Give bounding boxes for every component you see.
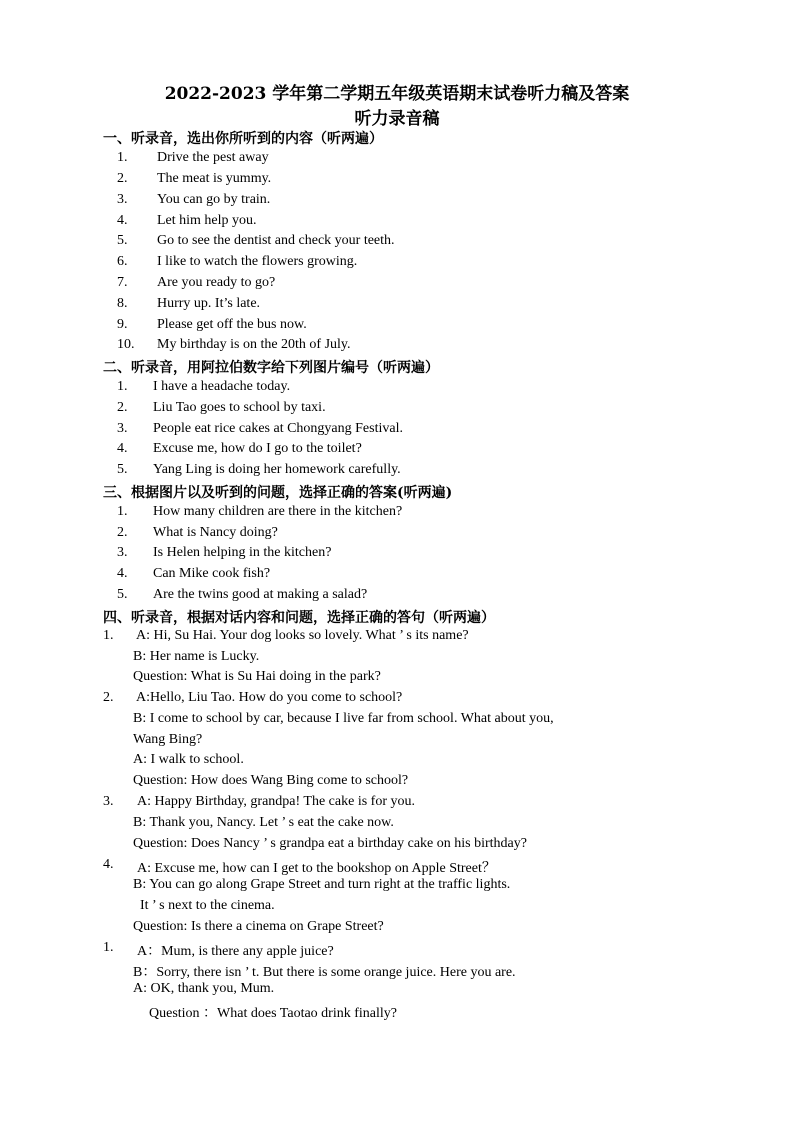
item-number: 2.: [117, 525, 128, 540]
item-text: Let him help you.: [157, 213, 257, 228]
item-number: 8.: [117, 296, 128, 311]
item-number: 2.: [117, 171, 128, 186]
document-title: 2022-2023 学年第二学期五年级英语期末试卷听力稿及答案: [164, 84, 630, 104]
item-number: 9.: [117, 317, 128, 332]
item-text: My birthday is on the 20th of July.: [157, 337, 351, 352]
dialog-number: 4.: [103, 857, 114, 872]
question-line: Question ：What does Taotao drink finally?: [149, 1006, 397, 1021]
item-number: 1.: [117, 150, 128, 165]
item-text: Hurry up. It’s late.: [157, 296, 261, 311]
dialog-line: B: I come to school by car, because I live far from school. What about you,: [133, 711, 554, 726]
dialog-line: A：Mum, is there any apple juice?: [137, 944, 334, 959]
dialog-number: 2.: [103, 690, 114, 705]
item-text: Are you ready to go?: [157, 275, 276, 290]
dialog-line: A: Hi, Su Hai. Your dog looks so lovely. What ’ s its name?: [136, 628, 469, 643]
item-text: Yang Ling is doing her homework carefully.: [153, 462, 401, 477]
item-number: 3.: [117, 421, 128, 436]
item-number: 3.: [117, 192, 128, 207]
dialog-line: A: I walk to school.: [133, 752, 244, 767]
dialog-line: A: Happy Birthday, grandpa! The cake is for you.: [137, 794, 415, 809]
item-number: 1.: [117, 504, 128, 519]
item-number: 5.: [117, 587, 128, 602]
item-text: Excuse me, how do I go to the toilet?: [153, 441, 362, 456]
dialog-number: 3.: [103, 794, 114, 809]
item-text: The meat is yummy.: [157, 171, 272, 186]
dialog-number: 1.: [103, 628, 114, 643]
item-number: 7.: [117, 275, 128, 290]
section1-heading: 一、听录音，选出你所听到的内容（听两遍）: [103, 131, 383, 147]
item-number: 2.: [117, 400, 128, 415]
section3-heading: 三、根据图片以及听到的问题，选择正确的答案(听两遍): [103, 485, 453, 501]
item-number: 10.: [117, 337, 135, 352]
section4-heading: 四、听录音，根据对话内容和问题，选择正确的答句（听两遍）: [103, 610, 495, 626]
dialog-line: B: You can go along Grape Street and turn right at the traffic lights.: [133, 877, 511, 892]
question-line: Question: Is there a cinema on Grape Street?: [133, 919, 384, 934]
item-text: You can go by train.: [157, 192, 271, 207]
item-text: Please get off the bus now.: [157, 317, 307, 332]
item-number: 6.: [117, 254, 128, 269]
item-text: Drive the pest away: [157, 150, 269, 165]
item-text: What is Nancy doing?: [153, 525, 278, 540]
document-subtitle: 听力录音稿: [354, 109, 440, 129]
item-number: 4.: [117, 213, 128, 228]
item-number: 3.: [117, 545, 128, 560]
item-text: Go to see the dentist and check your teeth.: [157, 233, 395, 248]
dialog-line: A:Hello, Liu Tao. How do you come to school?: [136, 690, 403, 705]
item-number: 4.: [117, 441, 128, 456]
dialog-line: It ’ s next to the cinema.: [140, 898, 275, 913]
dialog-line: Wang Bing?: [133, 732, 203, 747]
item-text: Is Helen helping in the kitchen?: [153, 545, 332, 560]
item-text: How many children are there in the kitchen?: [153, 504, 403, 519]
item-number: 5.: [117, 233, 128, 248]
dialog-line: B：Sorry, there isn ’ t. But there is some orange juice. Here you are.: [133, 965, 516, 980]
item-text: Are the twins good at making a salad?: [153, 587, 368, 602]
question-line: Question: What is Su Hai doing in the park?: [133, 669, 381, 684]
item-text: Liu Tao goes to school by taxi.: [153, 400, 326, 415]
dialog-line: B: Thank you, Nancy. Let ’ s eat the cake now.: [133, 815, 394, 830]
item-number: 4.: [117, 566, 128, 581]
item-number: 5.: [117, 462, 128, 477]
item-text: Can Mike cook fish?: [153, 566, 271, 581]
dialog-number: 1.: [103, 940, 114, 955]
dialog-line: A: Excuse me, how can I get to the bookshop on Apple Street？: [137, 861, 496, 876]
item-text: I like to watch the flowers growing.: [157, 254, 358, 269]
section2-heading: 二、听录音，用阿拉伯数字给下列图片编号（听两遍）: [103, 360, 439, 376]
dialog-line: B: Her name is Lucky.: [133, 649, 260, 664]
item-text: People eat rice cakes at Chongyang Festival.: [153, 421, 403, 436]
dialog-line: A: OK, thank you, Mum.: [133, 981, 275, 996]
question-line: Question: Does Nancy ’ s grandpa eat a birthday cake on his birthday?: [133, 836, 527, 851]
item-text: I have a headache today.: [153, 379, 291, 394]
item-number: 1.: [117, 379, 128, 394]
question-line: Question: How does Wang Bing come to school?: [133, 773, 409, 788]
